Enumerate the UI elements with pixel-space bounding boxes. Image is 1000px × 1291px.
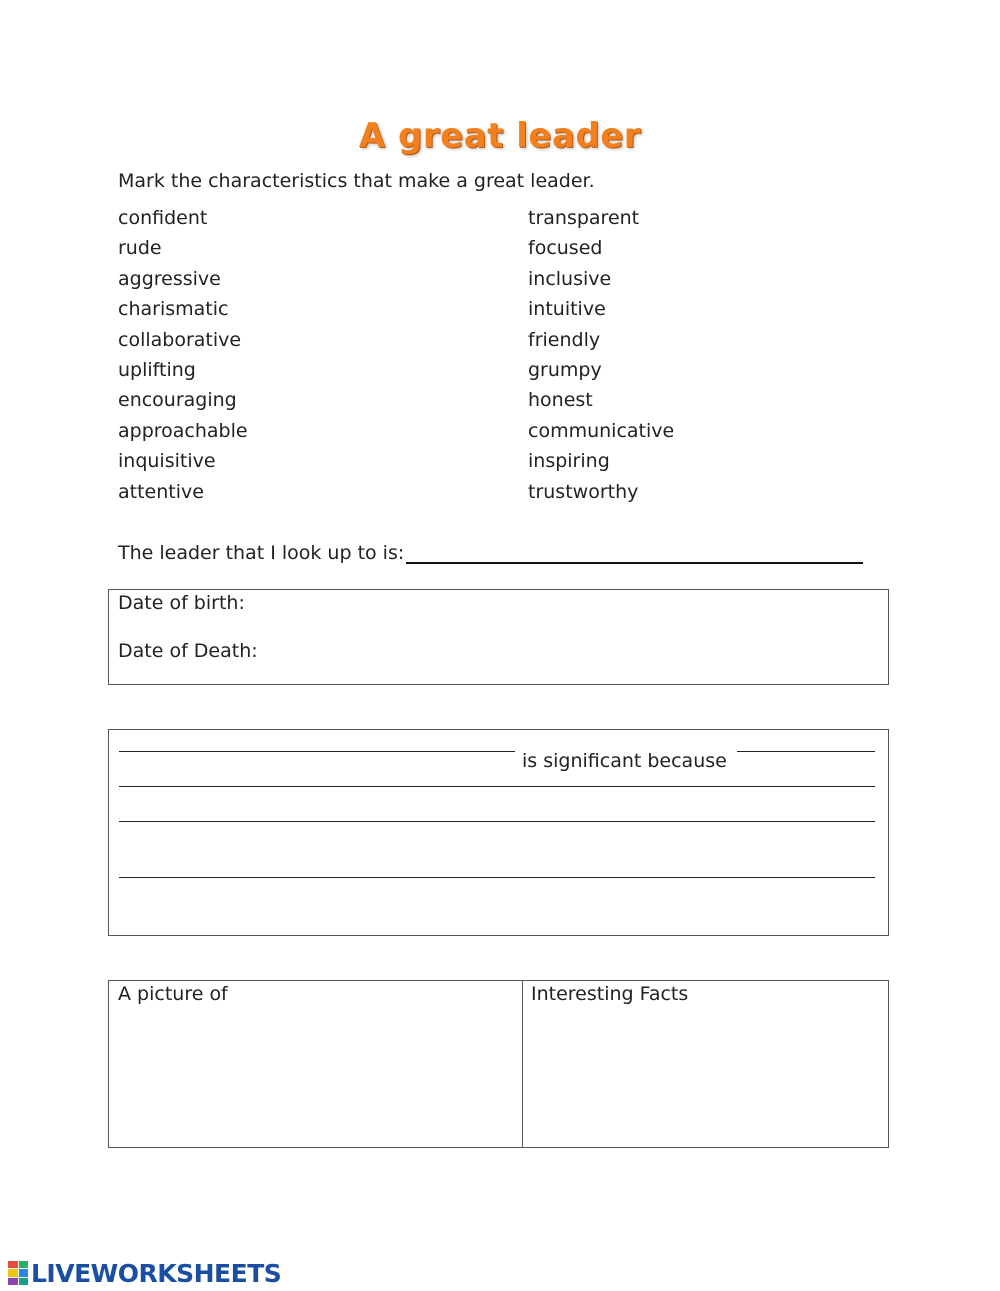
characteristic-item[interactable]: grumpy xyxy=(528,359,602,382)
characteristic-item[interactable]: inspiring xyxy=(528,450,610,473)
leader-name-blank[interactable] xyxy=(406,540,863,564)
characteristic-item[interactable]: communicative xyxy=(528,419,675,442)
logo-icon xyxy=(8,1261,28,1285)
characteristic-item[interactable]: collaborative xyxy=(118,328,242,351)
leader-prompt-label: The leader that I look up to is: xyxy=(118,542,405,564)
characteristic-item[interactable]: transparent xyxy=(528,207,640,229)
characteristic-item[interactable]: encouraging xyxy=(118,389,237,412)
characteristic-item[interactable]: attentive xyxy=(118,480,204,503)
characteristic-item[interactable]: rude xyxy=(118,237,162,260)
characteristic-item[interactable]: inclusive xyxy=(528,267,612,290)
significance-text: is significant because xyxy=(522,750,727,772)
significance-blank-start[interactable] xyxy=(737,751,875,752)
logo-tile xyxy=(8,1261,18,1268)
logo-text: LIVEWORKSHEETS xyxy=(31,1258,282,1288)
liveworksheets-logo xyxy=(8,1259,281,1287)
characteristic-item[interactable]: inquisitive xyxy=(118,450,216,473)
significance-line[interactable] xyxy=(119,786,875,787)
significance-line[interactable] xyxy=(119,821,875,822)
date-of-death-label: Date of Death: xyxy=(118,640,258,662)
logo-tile xyxy=(19,1278,29,1285)
characteristic-item[interactable]: friendly xyxy=(528,328,601,351)
characteristic-item[interactable]: aggressive xyxy=(118,267,221,290)
logo-tile xyxy=(19,1261,29,1268)
picture-label: A picture of xyxy=(118,983,228,1005)
column-divider xyxy=(522,981,523,1147)
characteristic-item[interactable]: honest xyxy=(528,389,593,412)
logo-tile xyxy=(8,1269,18,1276)
significance-blank-name[interactable] xyxy=(119,751,515,752)
characteristic-item[interactable]: charismatic xyxy=(118,298,229,321)
worksheet-title: A great leader xyxy=(358,116,642,156)
characteristics-left-column xyxy=(118,203,248,507)
characteristic-item[interactable]: trustworthy xyxy=(528,480,639,503)
characteristic-item[interactable]: intuitive xyxy=(528,298,606,321)
significance-line[interactable] xyxy=(119,877,875,878)
instruction-text: Mark the characteristics that make a great leader. xyxy=(118,170,595,192)
characteristic-item[interactable]: focused xyxy=(528,237,603,260)
logo-tile xyxy=(8,1278,18,1285)
interesting-facts-label: Interesting Facts xyxy=(531,983,689,1005)
logo-tile xyxy=(19,1269,29,1276)
date-of-birth-label: Date of birth: xyxy=(118,592,245,614)
dates-box xyxy=(108,589,889,685)
picture-facts-box xyxy=(108,980,889,1148)
significance-box xyxy=(108,729,889,936)
characteristic-item[interactable]: confident xyxy=(118,207,208,229)
leader-prompt-row xyxy=(118,540,863,564)
characteristic-item[interactable]: approachable xyxy=(118,419,248,442)
characteristics-right-column xyxy=(528,203,674,507)
characteristic-item[interactable]: uplifting xyxy=(118,359,196,382)
